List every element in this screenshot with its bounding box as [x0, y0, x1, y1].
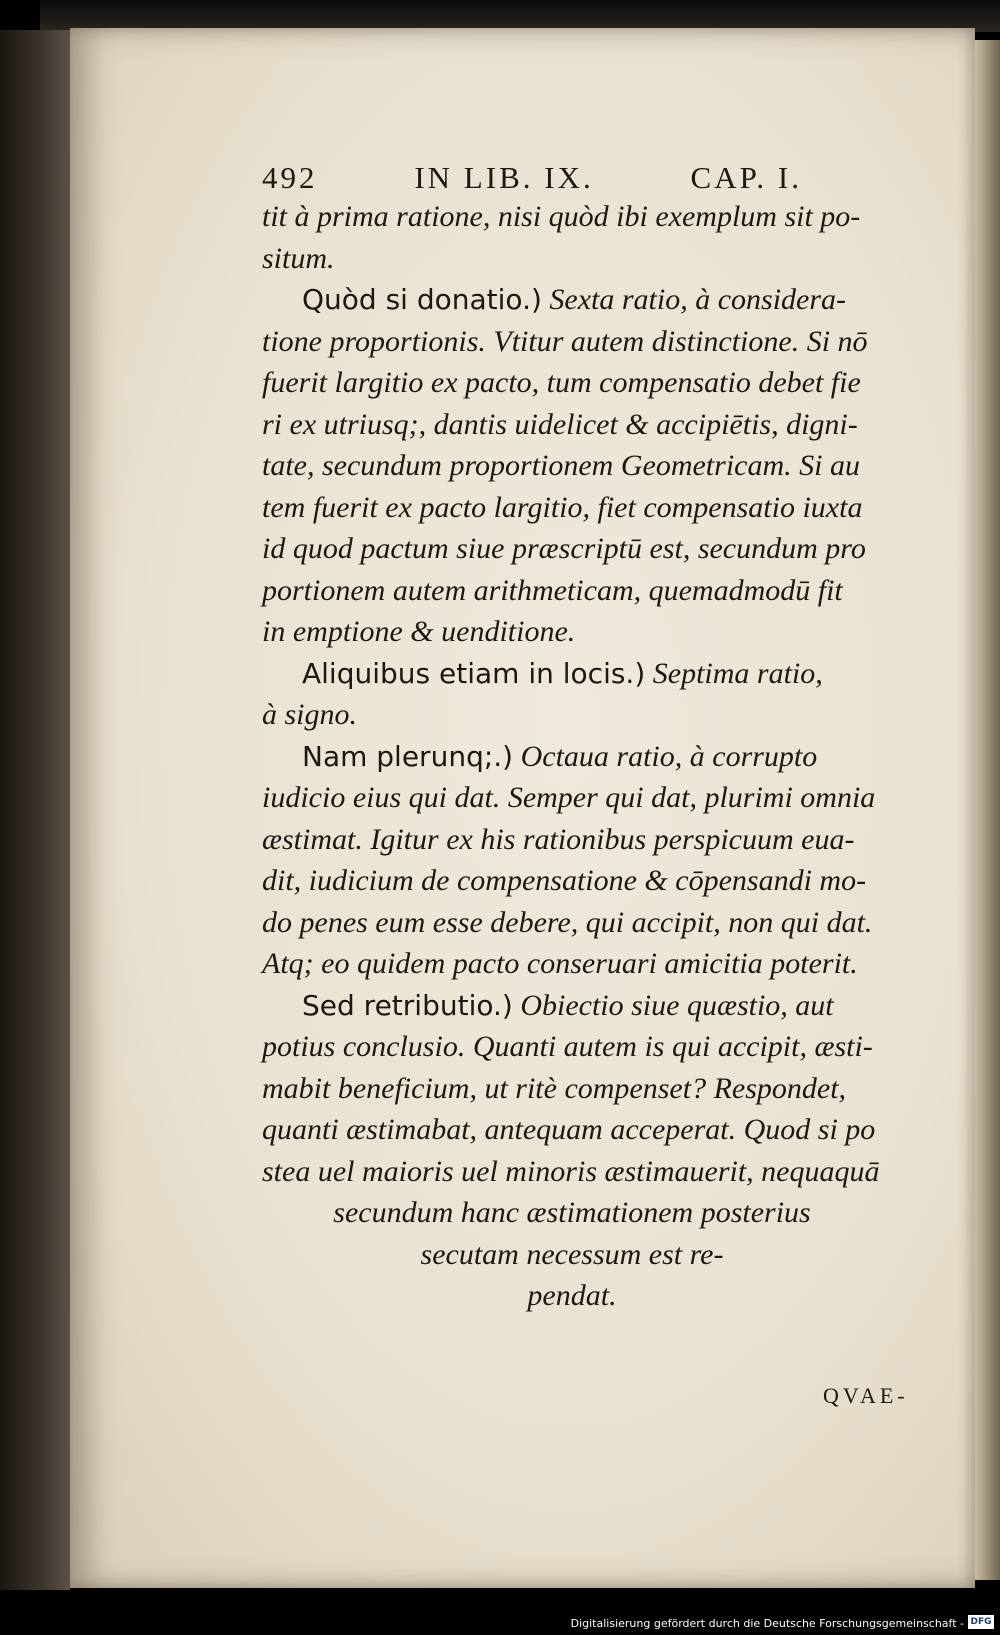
catchword: QVAE-	[823, 1383, 909, 1408]
text-line: in emptione & uenditione.	[262, 615, 576, 648]
lemma: Sed retributio.)	[302, 988, 513, 1022]
text-line: pendat.	[527, 1279, 617, 1312]
lemma: Nam plerunq;.)	[302, 739, 514, 773]
text-line: secutam necessum est re-	[420, 1237, 724, 1271]
lemma: Aliquibus etiam in locis.)	[302, 656, 646, 690]
chapter-reference: CAP. I.	[690, 160, 802, 195]
text-line: potius conclusio. Quanti autem is qui accipit, æsti-	[262, 1030, 873, 1063]
text-line: Nam plerunq;.) Octaua ratio, à corrupto	[302, 739, 818, 773]
text-line: tit à prima ratione, nisi quòd ibi exemplum sit po-	[262, 200, 861, 233]
page-text-block	[262, 160, 922, 1317]
text-line: ri ex utriusq;, dantis uidelicet & accipiētis, digni-	[262, 407, 858, 441]
text-line: tem fuerit ex pacto largitio, fiet compensatio iuxta	[262, 490, 863, 524]
digitization-credit: Digitalisierung gefördert durch die Deutsche Forschungsgemeinschaft -	[570, 1617, 964, 1630]
text-line: quanti æstimabat, antequam acceperat. Quod si po	[262, 1113, 876, 1146]
text-line: do penes eum esse debere, qui accipit, non qui dat.	[262, 905, 873, 939]
text-line: fuerit largitio ex pacto, tum compensatio debet fie	[262, 366, 861, 399]
text-line: à signo.	[262, 698, 358, 731]
text-line: æstimat. Igitur ex his rationibus perspicuum eua-	[262, 822, 855, 856]
book-reference: IN LIB. IX.	[414, 160, 594, 195]
dfg-logo-icon: DFG	[968, 1615, 994, 1629]
text-line: mabit beneficium, ut ritè compenset? Respondet,	[262, 1071, 847, 1105]
book-spine-shadow	[0, 30, 70, 1590]
text-line: portionem autem arithmeticam, quemadmodū fit	[262, 573, 843, 607]
running-head	[262, 160, 802, 196]
page-number: 492	[262, 160, 318, 195]
lemma: Quòd si donatio.)	[302, 283, 542, 316]
text-line: secundum hanc æstimationem posterius	[333, 1196, 811, 1229]
text-line: dit, iudicium de compensatione & cōpensandi mo-	[262, 864, 867, 897]
text-line: tate, secundum proportionem Geometricam. Si au	[262, 449, 860, 482]
text-line: Atq; eo quidem pacto conseruari amicitia poterit.	[262, 947, 858, 980]
page-fore-edge	[975, 40, 1000, 1580]
text-line: Sed retributio.) Obiectio siue quæstio, aut	[302, 988, 834, 1022]
text-line: situm.	[262, 241, 335, 275]
text-line: iudicio eius qui dat. Semper qui dat, plurimi omnia	[262, 781, 876, 814]
text-line: id quod pactum siue præscriptū est, secundum pro	[262, 532, 866, 565]
text-line: Aliquibus etiam in locis.) Septima ratio,	[302, 656, 823, 690]
text-line: Quòd si donatio.) Sexta ratio, à considera-	[302, 283, 847, 316]
text-line: tione proportionis. Vtitur autem distinctione. Si nō	[262, 324, 868, 358]
text-line: stea uel maioris uel minoris æstimauerit, nequaquā	[262, 1154, 880, 1188]
